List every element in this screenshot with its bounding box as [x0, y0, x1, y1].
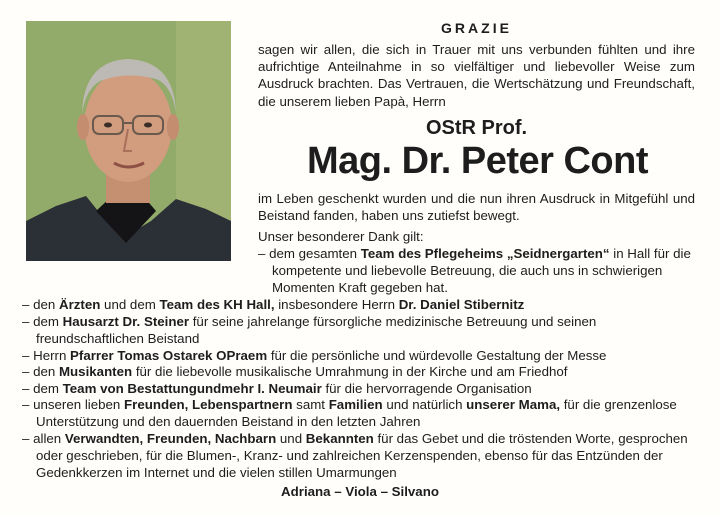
- thanks-item-bestattung: – dem Team von Bestattungundmehr I. Neumair für die hervorragende Organisation: [22, 381, 532, 396]
- signature: Adriana – Viola – Silvano: [281, 484, 439, 499]
- deceased-name: Mag. Dr. Peter Cont: [307, 140, 648, 182]
- intro-paragraph: sagen wir allen, die sich in Trauer mit uns verbunden fühlten und ihre aufrichtige Anteilnahme in so vielfältiger und liebevoller Weise zum Ausdruck brachten. Das Vertrauen, die Wertschätzung und Freundschaft, die unserem lieben Papà, Herrn: [258, 42, 695, 109]
- heading: GRAZIE: [441, 20, 512, 36]
- thanks-item-musikanten: – den Musikanten für die liebevolle musikalische Umrahmung in der Kirche und am Friedhof: [22, 364, 568, 379]
- thanks-item-pflegeheim: – dem gesamten Team des Pflegeheims „Seidnergarten“ in Hall für die kompetente und liebevolle Betreuung, die auch uns in schwierigen Momenten Kraft gegeben hat.: [258, 246, 691, 296]
- after-paragraph: im Leben geschenkt wurden und die nun ihren Ausdruck in Mitgefühl und Beistand fanden, haben uns zutiefst bewegt.: [258, 191, 695, 224]
- thanks-item-aerzte: – den Ärzten und dem Team des KH Hall, insbesondere Herrn Dr. Daniel Stibernitz: [22, 297, 525, 312]
- thanks-item-verwandte: – allen Verwandten, Freunden, Nachbarn und Bekannten für das Gebet und die tröstenden Worte, gesprochen oder geschrieben, für die Blumen-, Kranz- und zahlreichen Kerzenspenden, ebenso für das Entzünden der Gedenkkerzen im Internet und die vielen stillen Umarmungen: [22, 431, 688, 481]
- deceased-rank: OStR Prof.: [425, 117, 528, 139]
- thanks-item-freunde: – unseren lieben Freunden, Lebenspartnern samt Familien und natürlich unserer Mama, für die grenzenlose Unterstützung und den dauernden Beistand in den letzten Jahren: [22, 397, 677, 430]
- thanks-intro: Unser besonderer Dank gilt:: [258, 229, 424, 244]
- portrait-photo: [26, 21, 231, 261]
- thanks-item-pfarrer: – Herrn Pfarrer Tomas Ostarek OPraem für die persönliche und würdevolle Gestaltung der Messe: [22, 348, 607, 363]
- thanks-item-hausarzt: – dem Hausarzt Dr. Steiner für seine jahrelange fürsorgliche medizinische Betreuung und seinen freundschaftlichen Beistand: [22, 314, 597, 347]
